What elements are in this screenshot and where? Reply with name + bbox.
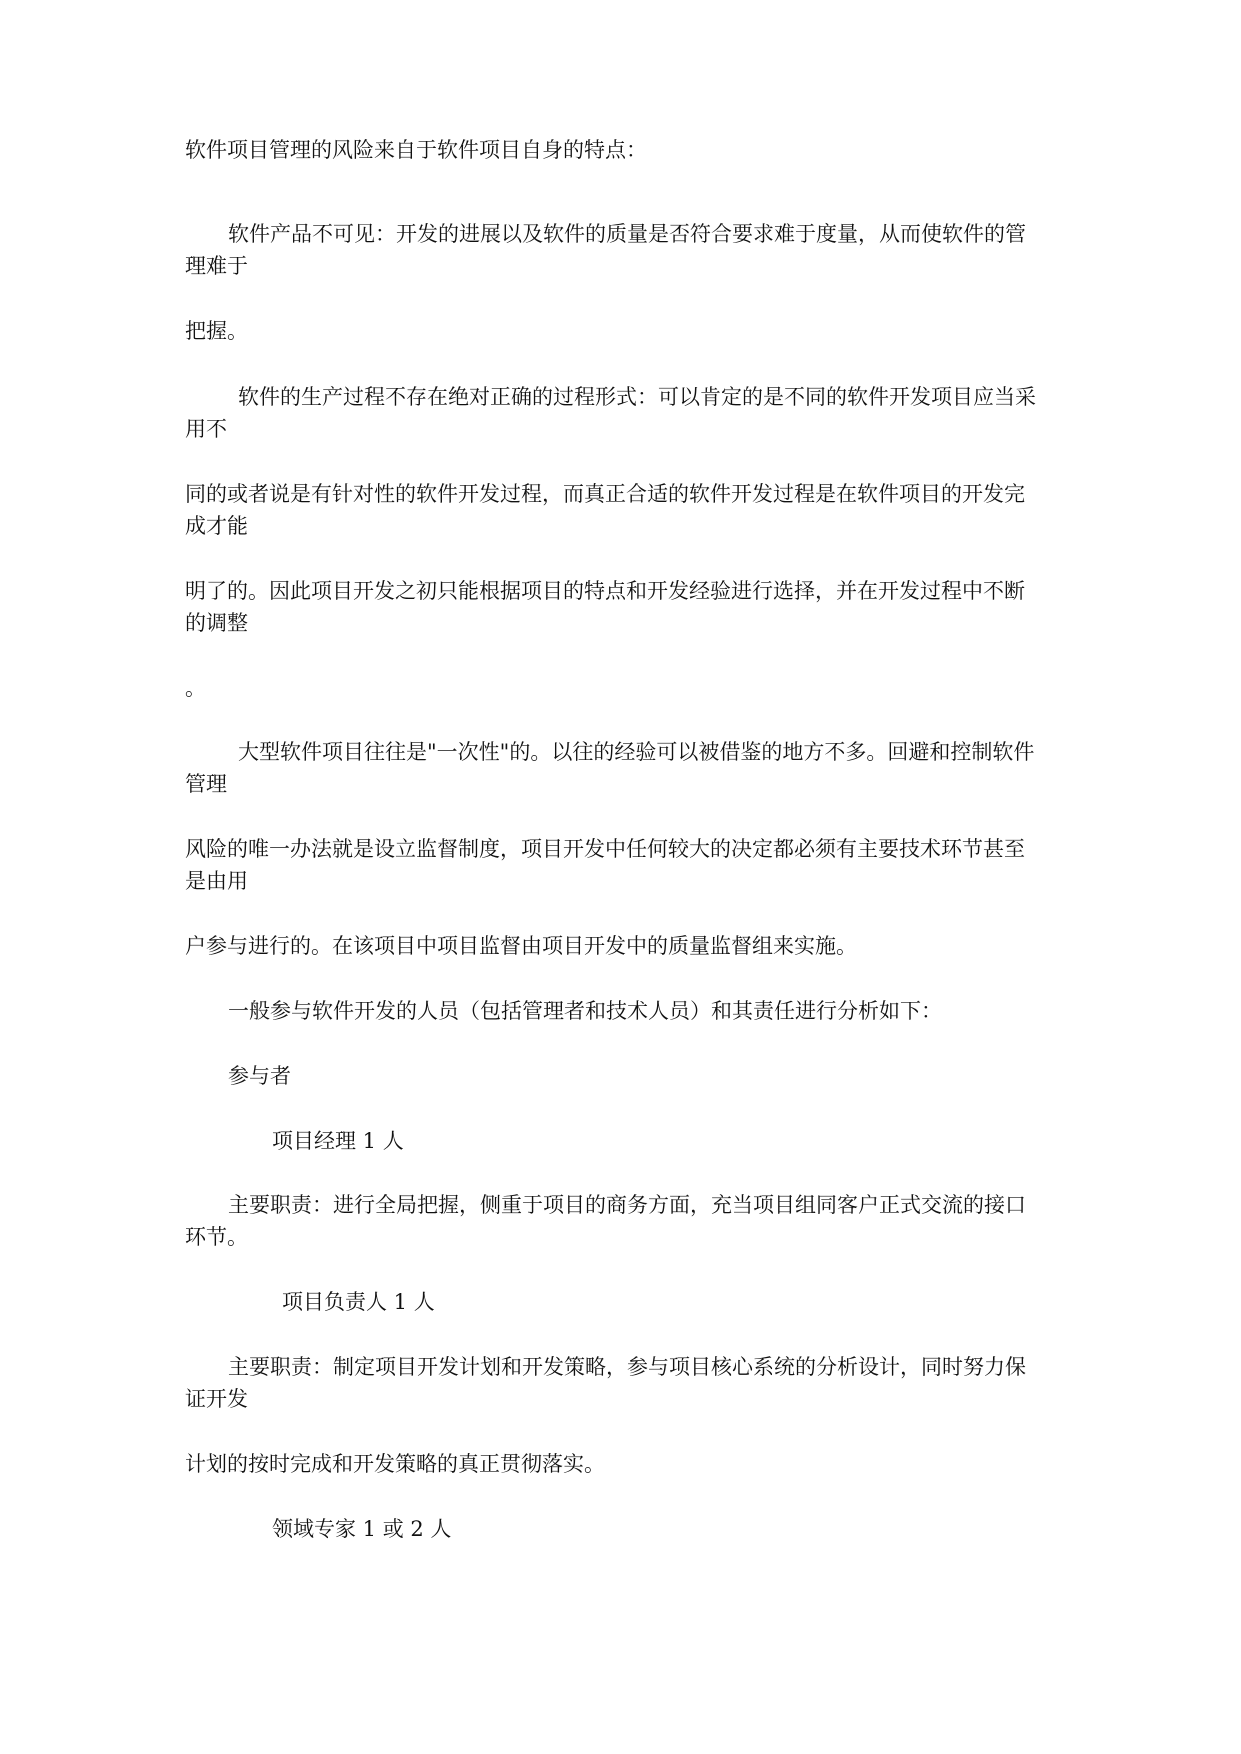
- text-line: 软件的生产过程不存在绝对正确的过程形式：可以肯定的是不同的软件开发项目应当采: [238, 385, 1036, 409]
- text-line: 同的或者说是有针对性的软件开发过程，而真正合适的软件开发过程是在软件项目的开发完: [185, 482, 1025, 506]
- text-line: 理难于: [185, 254, 248, 278]
- text-line: 项目负责人 1 人: [282, 1290, 435, 1314]
- text-line: 项目经理 1 人: [272, 1129, 404, 1153]
- text-line: 软件产品不可见：开发的进展以及软件的质量是否符合要求难于度量，从而使软件的管: [228, 222, 1026, 246]
- text-line: 成才能: [185, 514, 248, 538]
- text-line: 是由用: [185, 869, 248, 893]
- text-line: 大型软件项目往往是"一次性"的。以往的经验可以被借鉴的地方不多。回避和控制软件: [238, 740, 1035, 764]
- text-line: 用不: [185, 417, 227, 441]
- text-line: 证开发: [185, 1387, 248, 1411]
- text-line: 参与者: [228, 1064, 291, 1088]
- text-line: 环节。: [185, 1225, 248, 1249]
- text-line: 主要职责：制定项目开发计划和开发策略，参与项目核心系统的分析设计，同时努力保: [228, 1355, 1026, 1379]
- text-line: 风险的唯一办法就是设立监督制度，项目开发中任何较大的决定都必须有主要技术环节甚至: [185, 837, 1025, 861]
- text-line: 管理: [185, 772, 227, 796]
- text-line: 把握。: [185, 319, 248, 343]
- text-line: 户参与进行的。在该项目中项目监督由项目开发中的质量监督组来实施。: [185, 934, 857, 958]
- text-line: 。: [185, 676, 206, 700]
- text-line: 一般参与软件开发的人员（包括管理者和技术人员）和其责任进行分析如下：: [228, 999, 942, 1023]
- text-line: 主要职责：进行全局把握，侧重于项目的商务方面，充当项目组同客户正式交流的接口: [228, 1193, 1026, 1217]
- text-line: 计划的按时完成和开发策略的真正贯彻落实。: [185, 1452, 605, 1476]
- text-line: 的调整: [185, 611, 248, 635]
- text-line: 明了的。因此项目开发之初只能根据项目的特点和开发经验进行选择，并在开发过程中不断: [185, 579, 1025, 603]
- text-line: 领域专家 1 或 2 人: [272, 1517, 452, 1541]
- text-line: 软件项目管理的风险来自于软件项目自身的特点：: [185, 138, 647, 162]
